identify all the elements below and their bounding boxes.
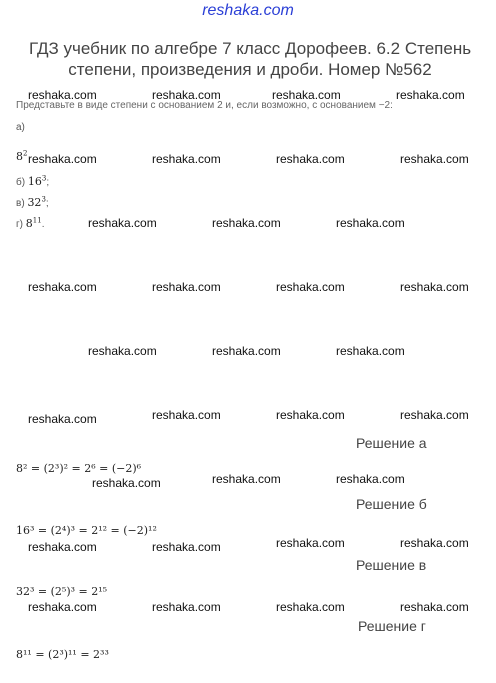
watermark: reshaka.com (152, 280, 221, 294)
solution-formula: 8² = (2³)² = 2⁶ = (−2)⁶ (16, 462, 142, 475)
item-row: б) $16^3$; (16, 174, 50, 188)
watermark: reshaka.com (28, 88, 97, 102)
watermark: reshaka.com (92, 476, 161, 490)
watermark: reshaka.com (276, 408, 345, 422)
watermark: reshaka.com (152, 152, 221, 166)
solution-formula: 32³ = (2⁵)³ = 2¹⁵ (16, 585, 108, 598)
page-title: ГДЗ учебник по алгебре 7 класс Дорофеев. 6.2 Степень степени, произведения и дроби. Номер №562 (28, 39, 472, 79)
watermark: reshaka.com (152, 540, 221, 554)
watermark: reshaka.com (400, 152, 469, 166)
watermark: reshaka.com (28, 412, 97, 426)
solution-heading: Решение б (356, 496, 427, 512)
watermark: reshaka.com (276, 280, 345, 294)
watermark: reshaka.com (400, 600, 469, 614)
watermark: reshaka.com (212, 216, 281, 230)
watermark: reshaka.com (212, 344, 281, 358)
watermark: reshaka.com (272, 88, 341, 102)
watermark: reshaka.com (88, 344, 157, 358)
watermark: reshaka.com (28, 152, 97, 166)
solution-heading: Решение г (358, 618, 426, 634)
item-row: в) $32^3$; (16, 195, 49, 209)
watermark: reshaka.com (152, 88, 221, 102)
watermark: reshaka.com (276, 536, 345, 550)
watermark: reshaka.com (276, 600, 345, 614)
watermark: reshaka.com (212, 472, 281, 486)
item-label: а) (16, 122, 25, 133)
watermark: reshaka.com (336, 472, 405, 486)
watermark: reshaka.com (28, 280, 97, 294)
watermark: reshaka.com (28, 600, 97, 614)
solution-heading: Решение в (356, 557, 427, 573)
watermark: reshaka.com (400, 280, 469, 294)
watermark: reshaka.com (152, 408, 221, 422)
watermark: reshaka.com (396, 88, 465, 102)
site-logo[interactable]: reshaka.com (202, 2, 294, 19)
watermark: reshaka.com (336, 344, 405, 358)
solution-formula: 8¹¹ = (2³)¹¹ = 2³³ (16, 648, 109, 661)
watermark: reshaka.com (336, 216, 405, 230)
item-expression: $8^2$ (16, 149, 28, 163)
task-text: Представьте в виде степени с основанием 2 и, если возможно, с основанием −2: (16, 100, 393, 111)
solution-heading: Решение а (356, 435, 427, 451)
watermark: reshaka.com (28, 540, 97, 554)
watermark: reshaka.com (88, 216, 157, 230)
item-row: г) $8^{11}$. (16, 216, 45, 230)
watermark: reshaka.com (152, 600, 221, 614)
solution-formula: 16³ = (2⁴)³ = 2¹² = (−2)¹² (16, 524, 157, 537)
watermark: reshaka.com (400, 536, 469, 550)
watermark: reshaka.com (276, 152, 345, 166)
watermark: reshaka.com (400, 408, 469, 422)
